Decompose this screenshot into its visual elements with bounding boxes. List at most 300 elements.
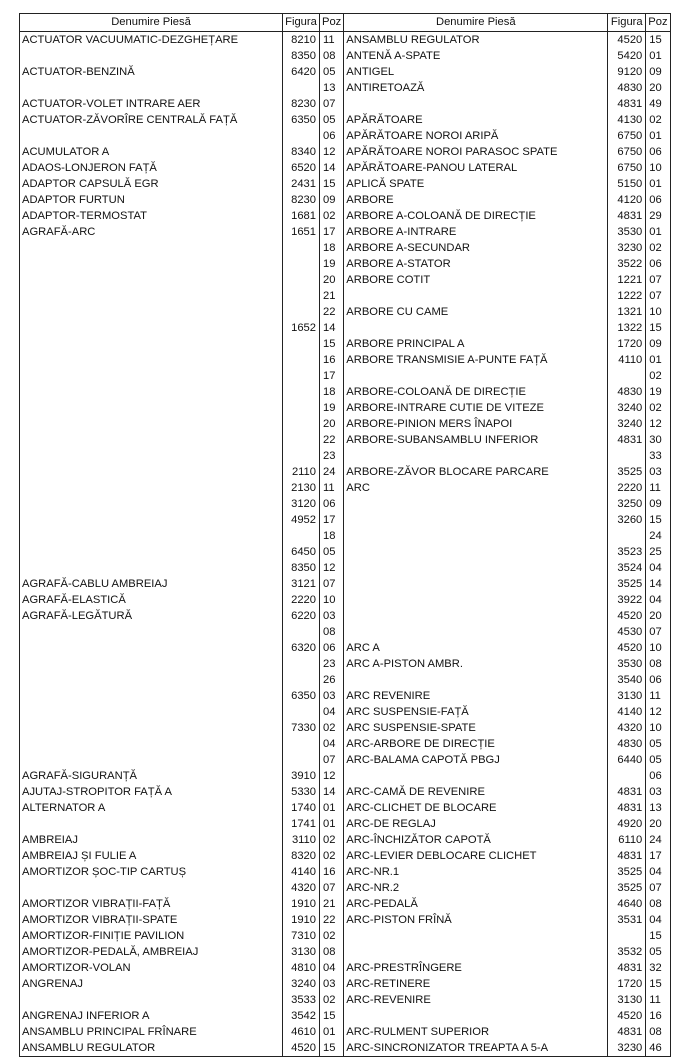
right-part-name: ARC SUSPENSIE-FAȚĂ (344, 704, 608, 720)
right-figure: 4120 (608, 192, 646, 208)
left-position: 21 (320, 896, 344, 912)
right-position: 16 (646, 1008, 670, 1024)
table-row (20, 272, 671, 288)
table-row (20, 928, 671, 944)
right-part-name: ARBORE PRINCIPAL A (344, 336, 608, 352)
right-part-name: ARBORE A-INTRARE (344, 224, 608, 240)
left-part-name: AMORTIZOR VIBRAȚII-SPATE (20, 912, 283, 928)
right-figure: 1720 (608, 976, 646, 992)
right-part-name: ARBORE-PINION MERS ÎNAPOI (344, 416, 608, 432)
table-row (20, 144, 671, 160)
right-position: 15 (646, 976, 670, 992)
right-figure: 3240 (608, 416, 646, 432)
left-part-name: ACTUATOR-BENZINĂ (20, 64, 283, 80)
right-part-name (344, 1008, 608, 1024)
left-part-name: ACTUATOR-ZĂVORÎRE CENTRALĂ FAȚĂ (20, 112, 283, 128)
right-position: 11 (646, 992, 670, 1008)
right-part-name: ARC-ARBORE DE DIRECȚIE (344, 736, 608, 752)
right-figure: 4320 (608, 720, 646, 736)
left-figure: 7310 (283, 928, 320, 944)
right-position: 24 (646, 832, 670, 848)
right-position: 07 (646, 272, 670, 288)
right-position: 20 (646, 816, 670, 832)
left-part-name: AMORTIZOR-PEDALĂ, AMBREIAJ (20, 944, 283, 960)
right-part-name: ARBORE CU CAME (344, 304, 608, 320)
left-position: 07 (320, 880, 344, 896)
left-part-name: AJUTAJ-STROPITOR FAȚĂ A (20, 784, 283, 800)
table-row (20, 800, 671, 816)
left-part-name (20, 432, 283, 448)
table-row (20, 912, 671, 928)
right-part-name: ARC-PISTON FRÎNĂ (344, 912, 608, 928)
left-part-name: AGRAFĂ-CABLU AMBREIAJ (20, 576, 283, 592)
table-row (20, 160, 671, 176)
table-row (20, 592, 671, 608)
right-part-name (344, 96, 608, 112)
left-position: 22 (320, 432, 344, 448)
right-figure: 3531 (608, 912, 646, 928)
left-part-name: AMORTIZOR VIBRAȚII-FAȚĂ (20, 896, 283, 912)
right-position: 11 (646, 480, 670, 496)
right-position: 07 (646, 288, 670, 304)
table-row (20, 224, 671, 240)
right-position: 20 (646, 608, 670, 624)
right-part-name (344, 368, 608, 384)
left-position: 15 (320, 1040, 344, 1057)
left-figure: 4610 (283, 1024, 320, 1040)
right-figure: 4831 (608, 96, 646, 112)
left-part-name (20, 400, 283, 416)
right-figure: 4520 (608, 640, 646, 656)
left-part-name (20, 416, 283, 432)
left-position: 17 (320, 512, 344, 528)
right-figure (608, 528, 646, 544)
left-position: 07 (320, 752, 344, 768)
left-position: 19 (320, 256, 344, 272)
right-figure: 1322 (608, 320, 646, 336)
left-figure: 2220 (283, 592, 320, 608)
left-part-name: ANSAMBLU PRINCIPAL FRÎNARE (20, 1024, 283, 1040)
left-position: 08 (320, 624, 344, 640)
table-row (20, 448, 671, 464)
table-row (20, 528, 671, 544)
parts-index-page (19, 13, 671, 1057)
right-position: 12 (646, 416, 670, 432)
right-figure (608, 448, 646, 464)
right-part-name: APĂRĂTOARE-PANOU LATERAL (344, 160, 608, 176)
table-row (20, 416, 671, 432)
right-position: 33 (646, 448, 670, 464)
right-position: 20 (646, 80, 670, 96)
right-figure: 3540 (608, 672, 646, 688)
left-position: 06 (320, 496, 344, 512)
left-position: 06 (320, 640, 344, 656)
left-part-name (20, 736, 283, 752)
left-part-name (20, 304, 283, 320)
left-position: 12 (320, 768, 344, 784)
left-position: 05 (320, 112, 344, 128)
right-position: 03 (646, 464, 670, 480)
right-figure: 4640 (608, 896, 646, 912)
right-part-name (344, 528, 608, 544)
left-figure (283, 448, 320, 464)
right-figure: 6440 (608, 752, 646, 768)
right-figure: 3522 (608, 256, 646, 272)
left-part-name: ADAPTOR CAPSULĂ EGR (20, 176, 283, 192)
table-row (20, 400, 671, 416)
right-part-name: APĂRĂTOARE NOROI ARIPĂ (344, 128, 608, 144)
left-position: 07 (320, 96, 344, 112)
table-row (20, 768, 671, 784)
left-position: 11 (320, 32, 344, 49)
right-part-name (344, 592, 608, 608)
left-figure (283, 384, 320, 400)
table-row (20, 1040, 671, 1057)
left-position: 01 (320, 816, 344, 832)
left-position: 02 (320, 720, 344, 736)
table-body (20, 32, 671, 1057)
left-figure: 1910 (283, 912, 320, 928)
left-position: 16 (320, 864, 344, 880)
left-figure (283, 240, 320, 256)
left-part-name: AGRAFĂ-SIGURANȚĂ (20, 768, 283, 784)
right-figure: 3922 (608, 592, 646, 608)
right-figure: 4831 (608, 800, 646, 816)
left-part-name (20, 384, 283, 400)
left-position: 23 (320, 448, 344, 464)
right-figure: 4530 (608, 624, 646, 640)
left-part-name: AMBREIAJ (20, 832, 283, 848)
left-part-name (20, 672, 283, 688)
left-figure: 2130 (283, 480, 320, 496)
left-part-name: ALTERNATOR A (20, 800, 283, 816)
right-position: 06 (646, 144, 670, 160)
right-position: 02 (646, 112, 670, 128)
right-part-name: ARBORE-ZĂVOR BLOCARE PARCARE (344, 464, 608, 480)
right-position: 15 (646, 928, 670, 944)
right-figure: 4920 (608, 816, 646, 832)
right-figure: 3532 (608, 944, 646, 960)
left-figure: 3542 (283, 1008, 320, 1024)
right-part-name (344, 928, 608, 944)
left-part-name (20, 880, 283, 896)
left-position: 15 (320, 176, 344, 192)
left-part-name (20, 816, 283, 832)
left-part-name (20, 752, 283, 768)
table-row (20, 576, 671, 592)
right-position: 01 (646, 224, 670, 240)
left-position: 17 (320, 368, 344, 384)
table-row (20, 672, 671, 688)
table-row (20, 992, 671, 1008)
left-figure (283, 672, 320, 688)
right-position: 14 (646, 576, 670, 592)
right-figure: 3525 (608, 880, 646, 896)
left-figure: 6320 (283, 640, 320, 656)
right-figure: 4140 (608, 704, 646, 720)
left-position: 18 (320, 240, 344, 256)
right-position: 06 (646, 768, 670, 784)
right-figure: 1321 (608, 304, 646, 320)
left-position: 02 (320, 992, 344, 1008)
right-figure: 3260 (608, 512, 646, 528)
left-position: 13 (320, 80, 344, 96)
table-row (20, 976, 671, 992)
right-position: 10 (646, 720, 670, 736)
left-figure: 2110 (283, 464, 320, 480)
left-figure: 8320 (283, 848, 320, 864)
right-part-name: ARC-RULMENT SUPERIOR (344, 1024, 608, 1040)
left-part-name (20, 128, 283, 144)
right-part-name: ARC-DE REGLAJ (344, 816, 608, 832)
right-position: 04 (646, 592, 670, 608)
table-row (20, 784, 671, 800)
left-position: 24 (320, 464, 344, 480)
right-position: 02 (646, 368, 670, 384)
right-position: 06 (646, 256, 670, 272)
header-left-part-name: Denumire Piesă (20, 14, 283, 32)
left-figure: 4952 (283, 512, 320, 528)
left-position: 17 (320, 224, 344, 240)
left-part-name: ANGRENAJ (20, 976, 283, 992)
right-position: 46 (646, 1040, 670, 1057)
right-part-name: ARC-CAMĂ DE REVENIRE (344, 784, 608, 800)
right-part-name: ANTIRETOAZĂ (344, 80, 608, 96)
left-part-name (20, 624, 283, 640)
left-part-name: ACTUATOR VACUUMATIC-DEZGHEȚARE (20, 32, 283, 49)
table-row (20, 736, 671, 752)
right-position: 01 (646, 176, 670, 192)
left-position: 05 (320, 544, 344, 560)
right-part-name (344, 320, 608, 336)
table-row (20, 816, 671, 832)
table-row (20, 656, 671, 672)
right-figure: 4520 (608, 608, 646, 624)
table-row (20, 624, 671, 640)
table-row (20, 960, 671, 976)
right-position: 08 (646, 896, 670, 912)
right-part-name: ARC REVENIRE (344, 688, 608, 704)
right-figure: 4520 (608, 32, 646, 49)
left-part-name: AGRAFĂ-ARC (20, 224, 283, 240)
left-position: 08 (320, 48, 344, 64)
table-row (20, 1008, 671, 1024)
left-position: 06 (320, 128, 344, 144)
right-position: 15 (646, 32, 670, 49)
right-part-name: ARC-PRESTRÎNGERE (344, 960, 608, 976)
right-figure (608, 368, 646, 384)
left-position: 03 (320, 688, 344, 704)
right-position: 15 (646, 320, 670, 336)
right-figure: 4831 (608, 848, 646, 864)
left-part-name (20, 320, 283, 336)
right-figure: 4831 (608, 432, 646, 448)
left-figure: 8230 (283, 96, 320, 112)
table-row (20, 464, 671, 480)
right-figure: 3130 (608, 992, 646, 1008)
left-figure: 6350 (283, 112, 320, 128)
right-part-name: ARBORE A-STATOR (344, 256, 608, 272)
left-figure (283, 352, 320, 368)
right-figure: 4130 (608, 112, 646, 128)
right-figure: 9120 (608, 64, 646, 80)
right-position: 30 (646, 432, 670, 448)
left-figure: 8350 (283, 560, 320, 576)
right-position: 05 (646, 736, 670, 752)
header-right-part-name: Denumire Piesă (344, 14, 608, 32)
left-part-name: AMORTIZOR ȘOC-TIP CARTUȘ (20, 864, 283, 880)
right-position: 01 (646, 352, 670, 368)
table-row (20, 80, 671, 96)
left-figure (283, 368, 320, 384)
right-part-name: ARC (344, 480, 608, 496)
left-part-name (20, 688, 283, 704)
right-position: 03 (646, 784, 670, 800)
table-row (20, 688, 671, 704)
right-position: 17 (646, 848, 670, 864)
right-position: 06 (646, 192, 670, 208)
right-position: 32 (646, 960, 670, 976)
right-figure: 6110 (608, 832, 646, 848)
left-part-name: ADAPTOR-TERMOSTAT (20, 208, 283, 224)
right-position: 07 (646, 880, 670, 896)
right-figure: 3250 (608, 496, 646, 512)
table-row (20, 192, 671, 208)
table-header-row (20, 14, 671, 32)
left-position: 15 (320, 336, 344, 352)
left-part-name: AGRAFĂ-ELASTICĂ (20, 592, 283, 608)
right-position: 04 (646, 560, 670, 576)
left-figure: 3130 (283, 944, 320, 960)
left-part-name: ACTUATOR-VOLET INTRARE AER (20, 96, 283, 112)
right-part-name (344, 768, 608, 784)
right-figure: 6750 (608, 144, 646, 160)
header-left-position: Poz (320, 14, 344, 32)
right-part-name (344, 624, 608, 640)
right-position: 10 (646, 160, 670, 176)
table-row (20, 944, 671, 960)
left-position: 16 (320, 352, 344, 368)
right-part-name: ARC-PEDALĂ (344, 896, 608, 912)
table-row (20, 208, 671, 224)
table-row (20, 288, 671, 304)
right-position: 12 (646, 704, 670, 720)
right-part-name (344, 448, 608, 464)
right-position: 08 (646, 656, 670, 672)
left-part-name (20, 272, 283, 288)
right-figure: 1221 (608, 272, 646, 288)
left-figure (283, 656, 320, 672)
left-part-name (20, 80, 283, 96)
right-figure: 4830 (608, 384, 646, 400)
left-position: 22 (320, 304, 344, 320)
right-figure: 6750 (608, 160, 646, 176)
right-part-name (344, 672, 608, 688)
left-figure (283, 80, 320, 96)
table-row (20, 64, 671, 80)
right-figure: 4830 (608, 736, 646, 752)
table-row (20, 880, 671, 896)
left-part-name (20, 656, 283, 672)
left-part-name: AMBREIAJ ȘI FULIE A (20, 848, 283, 864)
right-part-name: ARBORE-INTRARE CUTIE DE VITEZE (344, 400, 608, 416)
right-position: 07 (646, 624, 670, 640)
right-figure: 3524 (608, 560, 646, 576)
right-figure (608, 768, 646, 784)
left-position: 26 (320, 672, 344, 688)
left-figure: 6450 (283, 544, 320, 560)
left-figure: 1651 (283, 224, 320, 240)
table-row (20, 96, 671, 112)
left-part-name (20, 448, 283, 464)
right-part-name: ANTIGEL (344, 64, 608, 80)
left-figure: 4810 (283, 960, 320, 976)
header-left-figure: Figura (283, 14, 320, 32)
left-figure: 1740 (283, 800, 320, 816)
right-position: 09 (646, 64, 670, 80)
right-part-name: ARBORE A-COLOANĂ DE DIRECȚIE (344, 208, 608, 224)
table-row (20, 112, 671, 128)
table-row (20, 48, 671, 64)
right-part-name: APLICĂ SPATE (344, 176, 608, 192)
table-row (20, 512, 671, 528)
left-position: 19 (320, 400, 344, 416)
right-position: 05 (646, 752, 670, 768)
table-row (20, 896, 671, 912)
left-figure: 8350 (283, 48, 320, 64)
right-figure: 5420 (608, 48, 646, 64)
left-part-name: ANSAMBLU REGULATOR (20, 1040, 283, 1057)
left-figure: 6520 (283, 160, 320, 176)
left-part-name: AMORTIZOR-VOLAN (20, 960, 283, 976)
table-row (20, 560, 671, 576)
table-row (20, 32, 671, 49)
left-position: 12 (320, 144, 344, 160)
left-figure: 4320 (283, 880, 320, 896)
right-figure: 4831 (608, 208, 646, 224)
left-figure (283, 752, 320, 768)
left-figure: 5330 (283, 784, 320, 800)
right-figure: 4831 (608, 1024, 646, 1040)
table-row (20, 640, 671, 656)
right-figure: 4831 (608, 960, 646, 976)
table-row (20, 384, 671, 400)
left-part-name (20, 480, 283, 496)
right-figure: 4831 (608, 784, 646, 800)
header-right-position: Poz (646, 14, 670, 32)
table-row (20, 1024, 671, 1040)
left-part-name (20, 560, 283, 576)
left-part-name (20, 288, 283, 304)
left-figure (283, 304, 320, 320)
left-figure (283, 400, 320, 416)
left-position: 01 (320, 1024, 344, 1040)
left-position: 08 (320, 944, 344, 960)
left-figure: 4520 (283, 1040, 320, 1057)
right-position: 05 (646, 944, 670, 960)
right-figure: 3525 (608, 464, 646, 480)
left-part-name (20, 256, 283, 272)
table-row (20, 336, 671, 352)
right-part-name: ANSAMBLU REGULATOR (344, 32, 608, 49)
right-figure: 3530 (608, 224, 646, 240)
left-figure (283, 704, 320, 720)
parts-index-table (19, 13, 671, 1057)
right-position: 25 (646, 544, 670, 560)
left-figure: 1910 (283, 896, 320, 912)
left-figure (283, 736, 320, 752)
left-position: 04 (320, 960, 344, 976)
